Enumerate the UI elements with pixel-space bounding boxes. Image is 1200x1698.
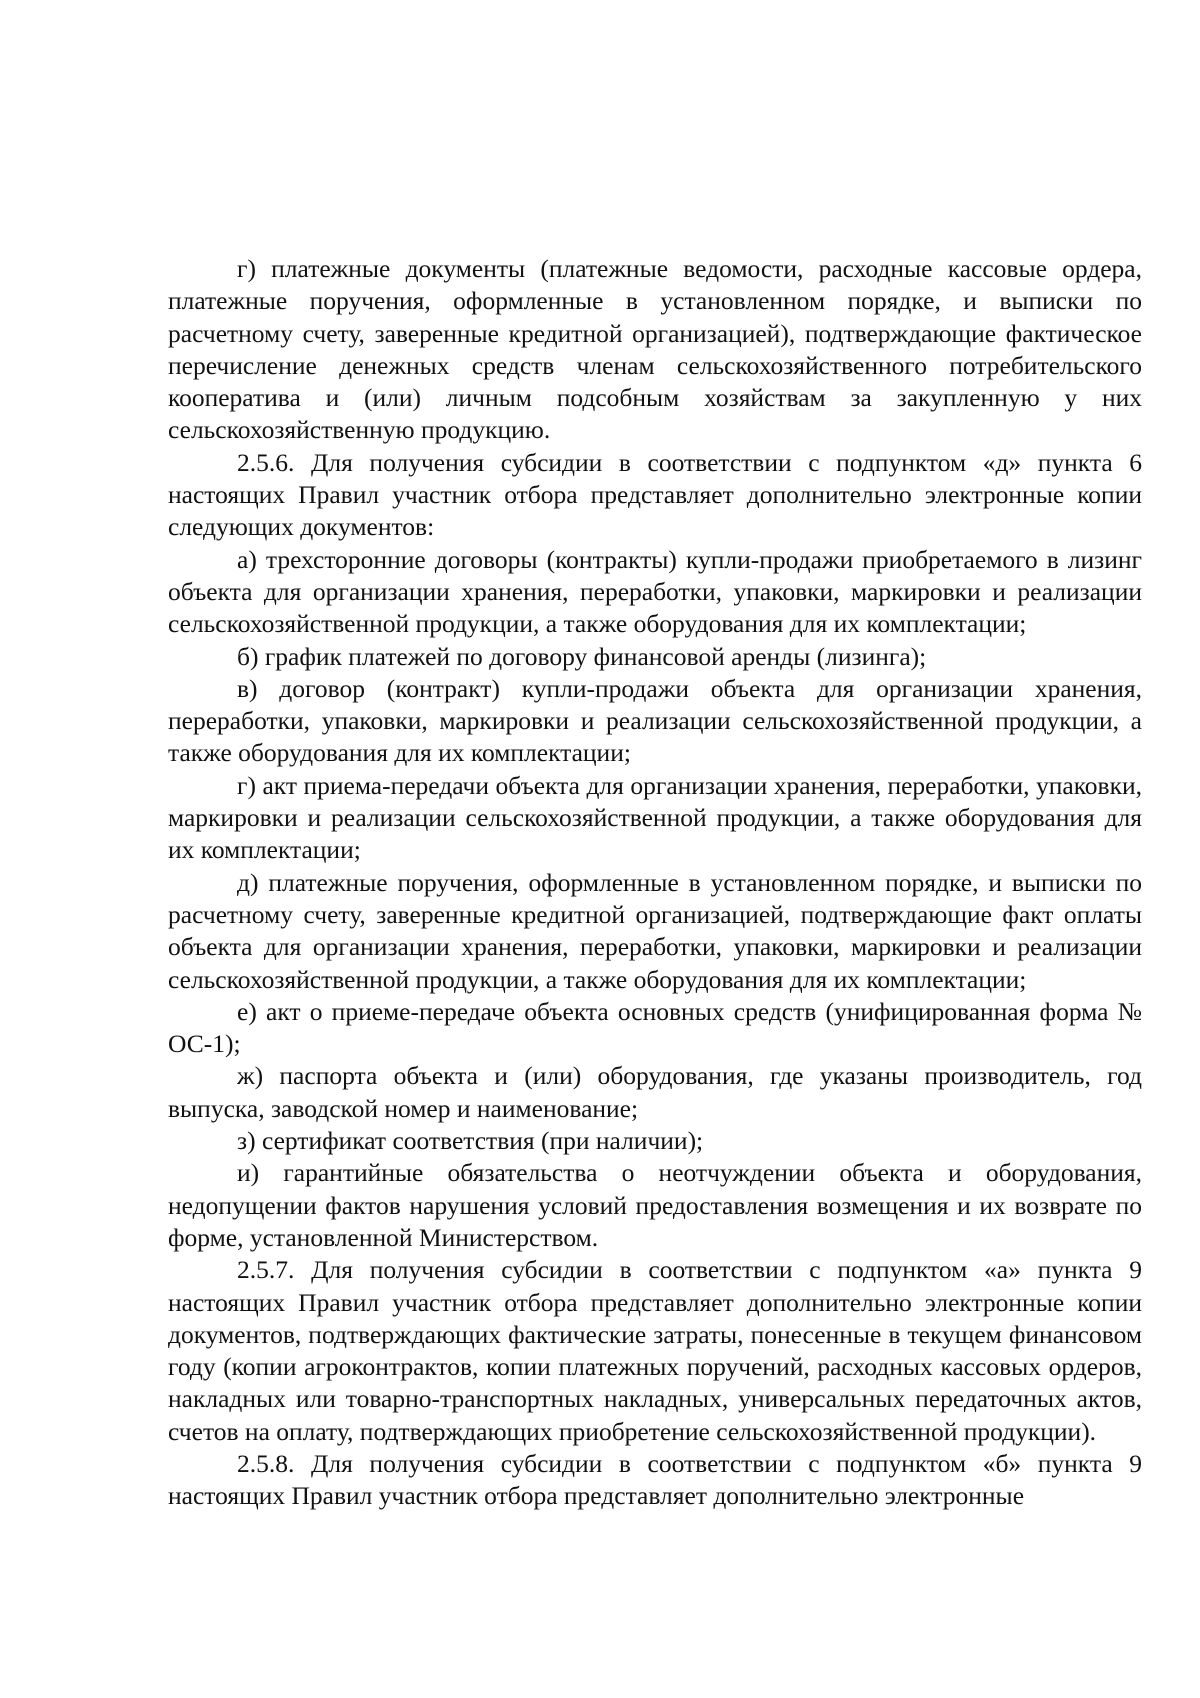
paragraph-item-i: и) гарантийные обязательства о неотчуждении объекта и оборудования, недопущении фактов нарушения условий предоставления возмещения и их возврате по форме, установленной Министерством.	[168, 1158, 1142, 1252]
paragraph-2-5-6: 2.5.6. Для получения субсидии в соответствии с подпунктом «д» пункта 6 настоящих Правил участник отбора представляет дополнительно электронные копии следующих документов:	[168, 447, 1142, 542]
paragraph-item-d: д) платежные поручения, оформленные в установленном порядке, и выписки по расчетному счету, заверенные кредитной организацией, подтверждающие факт оплаты объекта для организации хранения, переработки, упаковки, маркировки и реализации сельскохозяйственной продукции, а также оборудования для их комплектации;	[168, 867, 1142, 994]
document-body	[168, 253, 1142, 1513]
paragraph-item-v: в) договор (контракт) купли-продажи объекта для организации хранения, переработки, упаковки, маркировки и реализации сельскохозяйственной продукции, а также оборудования для их комплектации;	[168, 673, 1142, 768]
paragraph-2-5-7: 2.5.7. Для получения субсидии в соответствии с подпунктом «а» пункта 9 настоящих Правил участник отбора представляет дополнительно электронные копии документов, подтверждающих фактические затраты, понесенные в текущем финансовом году (копии агроконтрактов, копии платежных поручений, расходных кассовых ордеров, накладных или товарно-транспортных накладных, универсальных передаточных актов, счетов на оплату, подтверждающих приобретение сельскохозяйственной продукции).	[168, 1255, 1142, 1446]
paragraph-item-a: а) трехсторонние договоры (контракты) купли-продажи приобретаемого в лизинг объекта для организации хранения, переработки, упаковки, маркировки и реализации сельскохозяйственной продукции, а также оборудования для их комплектации;	[168, 544, 1142, 639]
paragraph-item-e: е) акт о приеме-передаче объекта основных средств (унифицированная форма № ОС-1);	[168, 996, 1142, 1059]
paragraph-item-zh: ж) паспорта объекта и (или) оборудования, где указаны производитель, год выпуска, заводской номер и наименование;	[168, 1061, 1142, 1123]
paragraph-item-b: б) график платежей по договору финансовой аренды (лизинга);	[237, 641, 927, 671]
paragraph-payment-documents: г) платежные документы (платежные ведомости, расходные кассовые ордера, платежные поручения, оформленные в установленном порядке, и выписки по расчетному счету, заверенные кредитной организацией), подтверждающие фактическое перечисление денежных средств членам сельскохозяйственного потребительского кооператива и (или) личным подсобным хозяйствам за закупленную у них сельскохозяйственную продукцию.	[168, 254, 1142, 445]
paragraph-item-g: г) акт приема-передачи объекта для организации хранения, переработки, упаковки, маркировки и реализации сельскохозяйственной продукции, а также оборудования для их комплектации;	[168, 770, 1142, 865]
paragraph-item-z: з) сертификат соответствия (при наличии);	[237, 1126, 704, 1156]
paragraph-2-5-8: 2.5.8. Для получения субсидии в соответствии с подпунктом «б» пункта 9 настоящих Правил участник отбора представляет дополнительно электронные	[168, 1448, 1142, 1511]
